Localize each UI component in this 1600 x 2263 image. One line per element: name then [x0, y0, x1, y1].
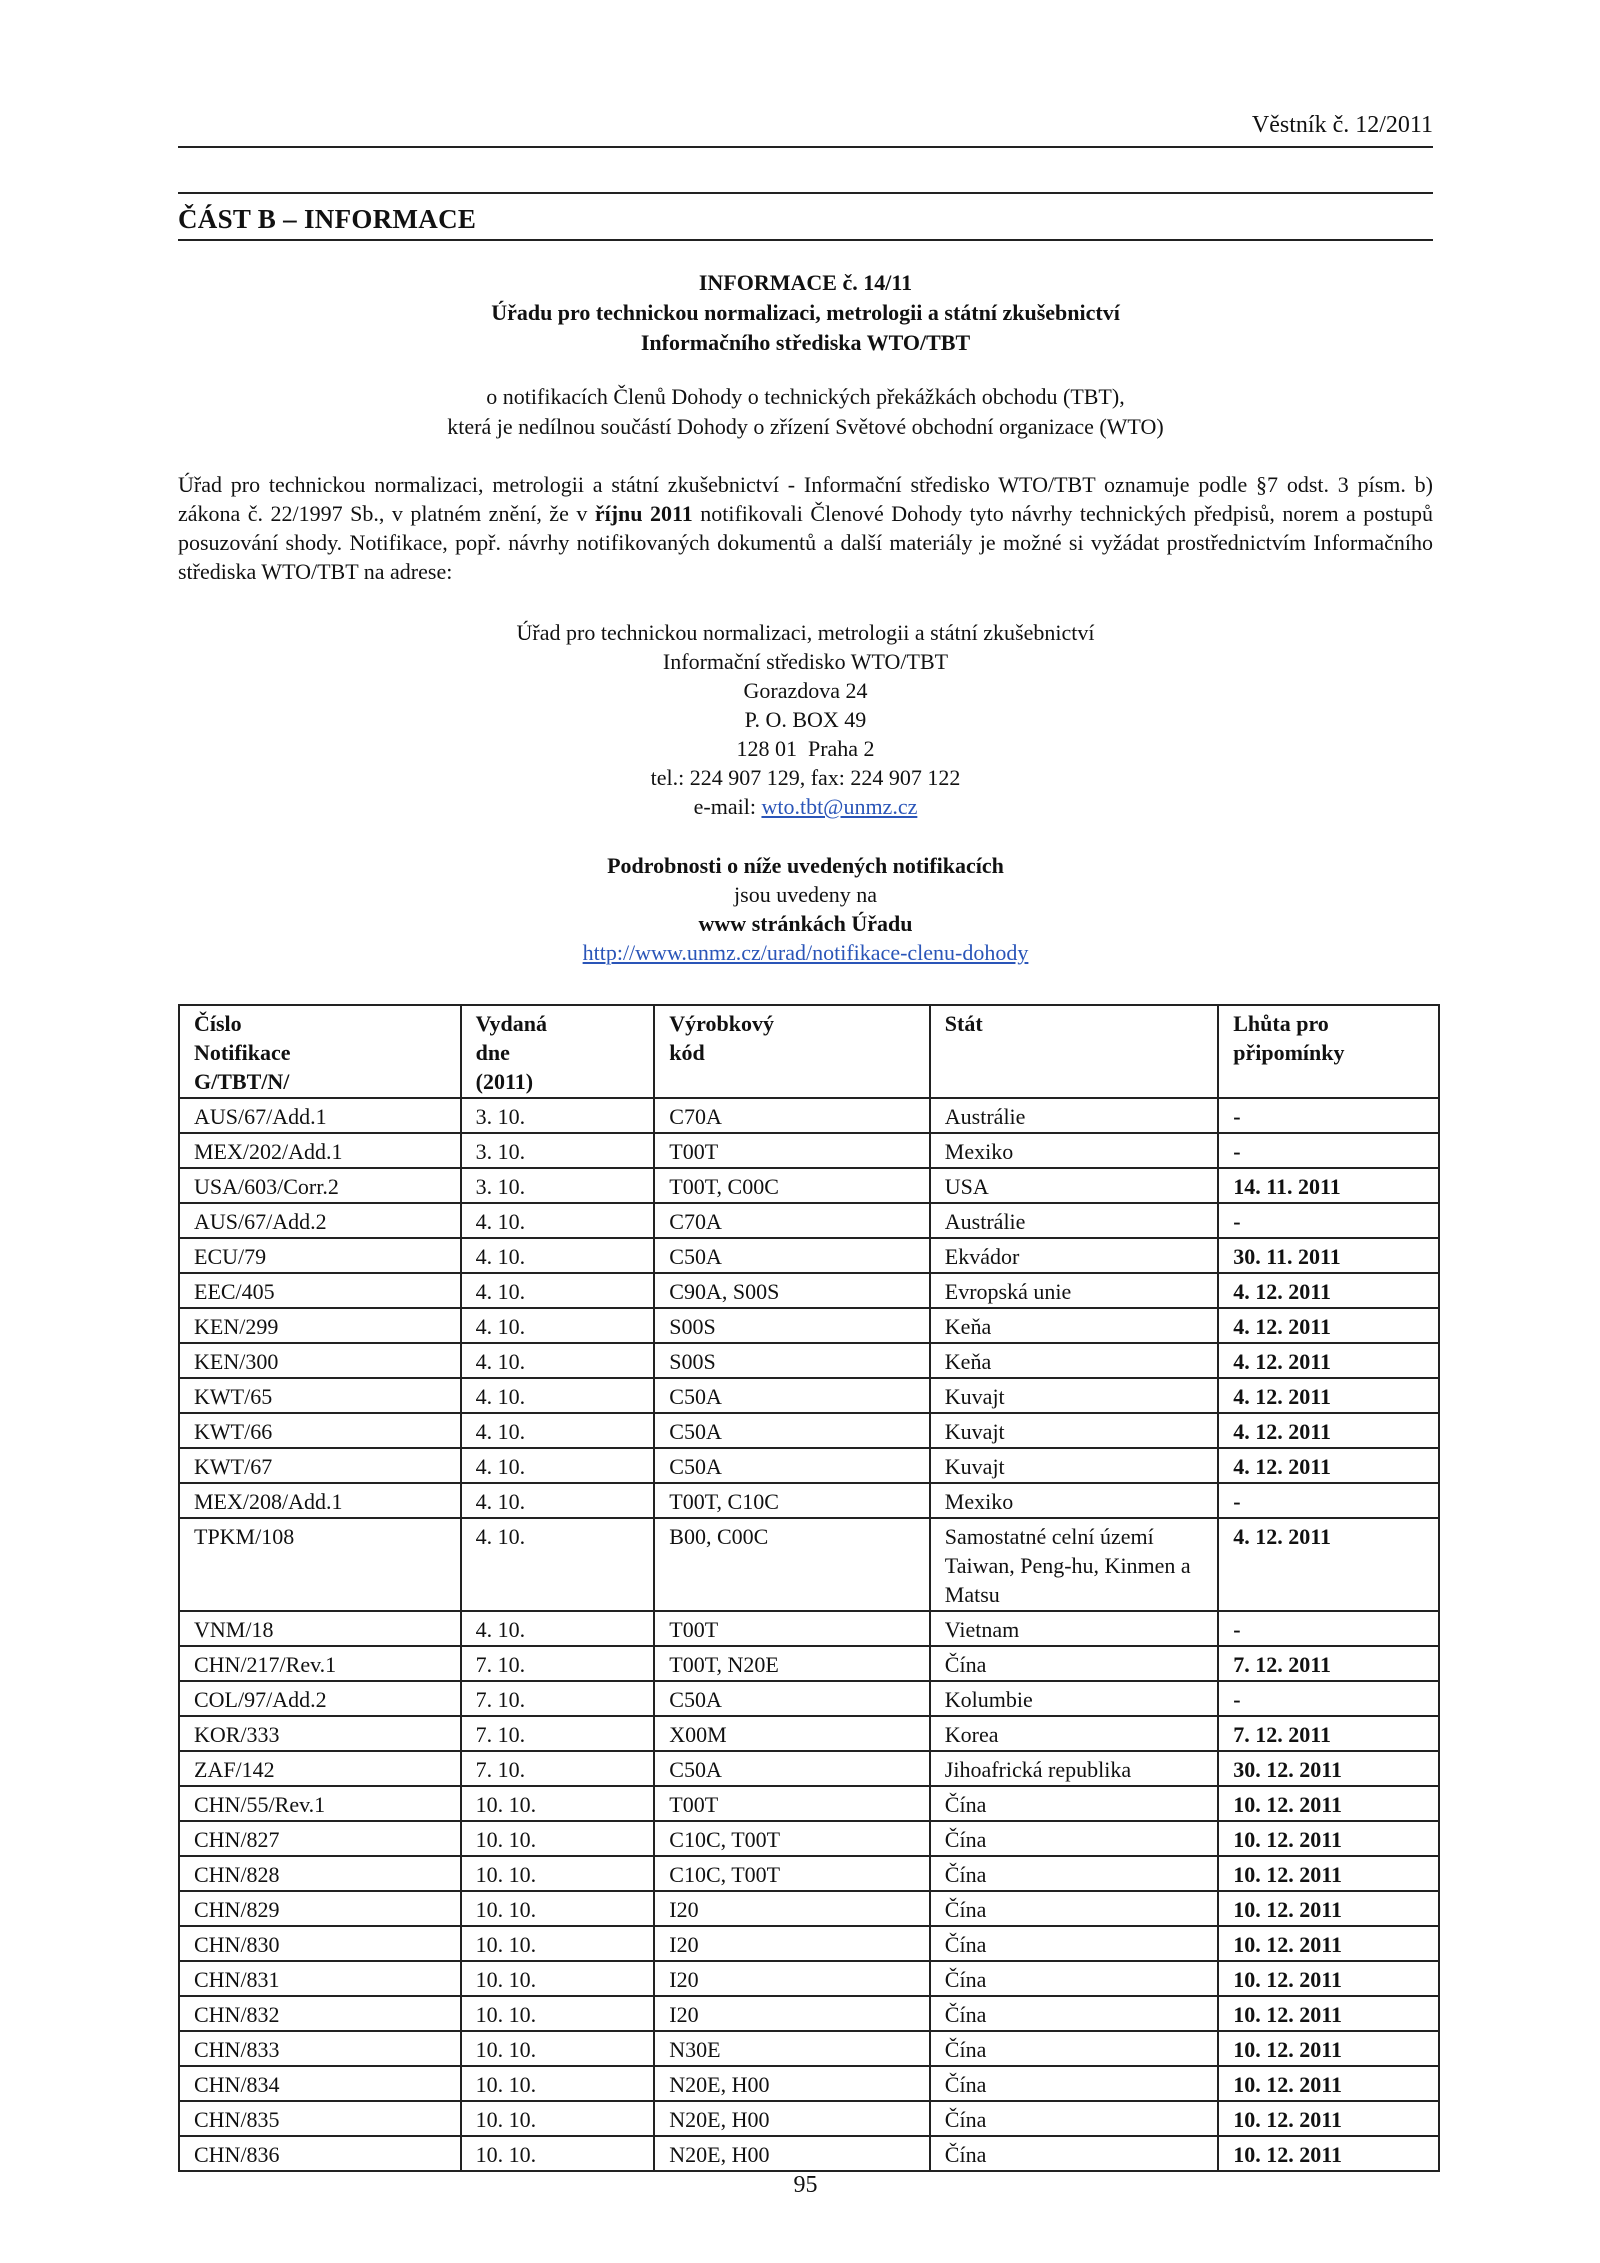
cell-number: KOR/333	[179, 1716, 461, 1751]
cell-state: Mexiko	[930, 1483, 1218, 1518]
header-number-line-2: Notifikace	[194, 1040, 291, 1065]
cell-number: CHN/832	[179, 1996, 461, 2031]
cell-deadline: 7. 12. 2011	[1218, 1646, 1439, 1681]
intro-line-2: která je nedílnou součástí Dohody o zřízení Světové obchodní organizace (WTO)	[447, 414, 1164, 439]
cell-state: Kolumbie	[930, 1681, 1218, 1716]
cell-number: CHN/217/Rev.1	[179, 1646, 461, 1681]
table-row	[179, 1891, 1439, 1926]
email-label: e-mail:	[693, 794, 762, 819]
cell-code: C50A	[654, 1751, 930, 1786]
cell-state: Austrálie	[930, 1203, 1218, 1238]
table-row	[179, 1308, 1439, 1343]
cell-deadline: 4. 12. 2011	[1218, 1343, 1439, 1378]
cell-state: Kuvajt	[930, 1413, 1218, 1448]
cell-deadline: 30. 11. 2011	[1218, 1238, 1439, 1273]
cell-code: N20E, H00	[654, 2101, 930, 2136]
table-row	[179, 1413, 1439, 1448]
cell-state: Čína	[930, 1786, 1218, 1821]
cell-number: CHN/836	[179, 2136, 461, 2171]
details-line-1: Podrobnosti o níže uvedených notifikacích	[607, 853, 1004, 878]
cell-deadline: 10. 12. 2011	[1218, 1891, 1439, 1926]
header-state-line-1: Stát	[944, 1011, 983, 1036]
table-body	[179, 1098, 1439, 2171]
cell-state: Čína	[930, 1926, 1218, 1961]
details-line-2: jsou uvedeny na	[734, 882, 877, 907]
cell-code: S00S	[654, 1308, 930, 1343]
details-block	[178, 851, 1433, 967]
table-row	[179, 1273, 1439, 1308]
cell-number: CHN/835	[179, 2101, 461, 2136]
cell-deadline: -	[1218, 1133, 1439, 1168]
cell-deadline: -	[1218, 1203, 1439, 1238]
cell-state: Čína	[930, 2136, 1218, 2171]
cell-state: Korea	[930, 1716, 1218, 1751]
details-line-3: www stránkách Úřadu	[698, 911, 913, 936]
header-rule	[178, 146, 1433, 148]
table-row	[179, 1343, 1439, 1378]
cell-code: I20	[654, 1891, 930, 1926]
table-row	[179, 1133, 1439, 1168]
title-line-1: INFORMACE č. 14/11	[698, 270, 913, 295]
details-url-link[interactable]: http://www.unmz.cz/urad/notifikace-clenu-dohody	[582, 940, 1029, 965]
cell-issued: 4. 10.	[461, 1308, 655, 1343]
cell-deadline: -	[1218, 1611, 1439, 1646]
cell-state: Austrálie	[930, 1098, 1218, 1133]
col-header-number	[179, 1005, 461, 1098]
table-row	[179, 1996, 1439, 2031]
cell-code: T00T	[654, 1611, 930, 1646]
cell-code: S00S	[654, 1343, 930, 1378]
table-row	[179, 1646, 1439, 1681]
cell-issued: 3. 10.	[461, 1133, 655, 1168]
cell-code: N20E, H00	[654, 2136, 930, 2171]
cell-deadline: 10. 12. 2011	[1218, 1786, 1439, 1821]
cell-number: USA/603/Corr.2	[179, 1168, 461, 1203]
cell-code: C50A	[654, 1378, 930, 1413]
address-email-line	[178, 792, 1433, 821]
table-row	[179, 2066, 1439, 2101]
header-number-line-1: Číslo	[194, 1011, 242, 1036]
cell-code: T00T, C10C	[654, 1483, 930, 1518]
cell-code: T00T	[654, 1133, 930, 1168]
cell-state: Keňa	[930, 1343, 1218, 1378]
cell-deadline: 10. 12. 2011	[1218, 1996, 1439, 2031]
address-line-3: Gorazdova 24	[743, 678, 868, 703]
cell-state: Jihoafrická republika	[930, 1751, 1218, 1786]
table-header-row	[179, 1005, 1439, 1098]
table-row	[179, 1518, 1439, 1611]
cell-issued: 4. 10.	[461, 1611, 655, 1646]
cell-state: USA	[930, 1168, 1218, 1203]
table-row	[179, 1716, 1439, 1751]
header-number-line-3: G/TBT/N/	[194, 1069, 290, 1094]
cell-state: Samostatné celní území Taiwan, Peng-hu, Kinmen a Matsu	[930, 1518, 1218, 1611]
cell-issued: 3. 10.	[461, 1168, 655, 1203]
address-line-1: Úřad pro technickou normalizaci, metrologii a státní zkušebnictví	[516, 620, 1095, 645]
cell-issued: 7. 10.	[461, 1751, 655, 1786]
title-line-3: Informačního střediska WTO/TBT	[640, 330, 971, 355]
cell-deadline: 10. 12. 2011	[1218, 1821, 1439, 1856]
cell-issued: 7. 10.	[461, 1716, 655, 1751]
journal-issue: Věstník č. 12/2011	[1251, 112, 1433, 138]
page-number: 95	[793, 2172, 818, 2198]
cell-issued: 4. 10.	[461, 1238, 655, 1273]
cell-code: I20	[654, 1961, 930, 1996]
cell-state: Čína	[930, 1856, 1218, 1891]
table-row	[179, 1098, 1439, 1133]
cell-issued: 7. 10.	[461, 1681, 655, 1716]
header-deadline-line-2: připomínky	[1233, 1040, 1345, 1065]
cell-number: COL/97/Add.2	[179, 1681, 461, 1716]
table-row	[179, 1751, 1439, 1786]
cell-number: CHN/55/Rev.1	[179, 1786, 461, 1821]
email-link[interactable]: wto.tbt@unmz.cz	[761, 794, 918, 819]
cell-deadline: 30. 12. 2011	[1218, 1751, 1439, 1786]
cell-state: Čína	[930, 1821, 1218, 1856]
cell-code: N30E	[654, 2031, 930, 2066]
address-line-4: P. O. BOX 49	[744, 707, 867, 732]
cell-deadline: 4. 12. 2011	[1218, 1518, 1439, 1611]
cell-deadline: -	[1218, 1483, 1439, 1518]
cell-issued: 10. 10.	[461, 1856, 655, 1891]
header-code-line-2: kód	[669, 1040, 705, 1065]
cell-state: Kuvajt	[930, 1448, 1218, 1483]
cell-state: Evropská unie	[930, 1273, 1218, 1308]
cell-code: C70A	[654, 1203, 930, 1238]
announcement-paragraph	[178, 470, 1433, 586]
cell-code: C50A	[654, 1681, 930, 1716]
paragraph-text-1: Úřad pro technickou normalizaci, metrologii a státní zkušebnictví - Informační středisko WTO/TBT oznamuje podle §7 odst. 3 písm. b) zákona č. 22/1997 Sb., v platném znění, že v	[178, 472, 1433, 526]
cell-code: C10C, T00T	[654, 1821, 930, 1856]
cell-number: KWT/65	[179, 1378, 461, 1413]
cell-deadline: 10. 12. 2011	[1218, 1926, 1439, 1961]
section-title: ČÁST B – INFORMACE	[178, 204, 477, 234]
cell-code: T00T	[654, 1786, 930, 1821]
paragraph-month: říjnu 2011	[594, 501, 693, 526]
cell-state: Ekvádor	[930, 1238, 1218, 1273]
cell-deadline: 10. 12. 2011	[1218, 2101, 1439, 2136]
address-line-2: Informační středisko WTO/TBT	[662, 649, 949, 674]
cell-number: EEC/405	[179, 1273, 461, 1308]
cell-issued: 10. 10.	[461, 1786, 655, 1821]
cell-number: CHN/831	[179, 1961, 461, 1996]
cell-number: MEX/202/Add.1	[179, 1133, 461, 1168]
table-row	[179, 1448, 1439, 1483]
cell-number: TPKM/108	[179, 1518, 461, 1611]
table-row	[179, 1786, 1439, 1821]
col-header-state	[930, 1005, 1218, 1098]
cell-number: KEN/299	[179, 1308, 461, 1343]
header-issued-line-1: Vydaná	[475, 1011, 547, 1036]
section-rule-top	[178, 192, 1433, 194]
cell-number: CHN/833	[179, 2031, 461, 2066]
table-row	[179, 2031, 1439, 2066]
cell-code: C10C, T00T	[654, 1856, 930, 1891]
cell-number: CHN/828	[179, 1856, 461, 1891]
cell-deadline: 4. 12. 2011	[1218, 1413, 1439, 1448]
cell-number: CHN/827	[179, 1821, 461, 1856]
cell-state: Čína	[930, 2031, 1218, 2066]
cell-number: ECU/79	[179, 1238, 461, 1273]
cell-number: KEN/300	[179, 1343, 461, 1378]
cell-state: Čína	[930, 2101, 1218, 2136]
cell-code: C50A	[654, 1413, 930, 1448]
header-issued-line-2: dne	[475, 1040, 510, 1065]
cell-deadline: 10. 12. 2011	[1218, 2136, 1439, 2171]
cell-code: T00T, N20E	[654, 1646, 930, 1681]
cell-state: Čína	[930, 1891, 1218, 1926]
cell-issued: 10. 10.	[461, 2101, 655, 2136]
cell-deadline: 4. 12. 2011	[1218, 1308, 1439, 1343]
cell-state: Mexiko	[930, 1133, 1218, 1168]
col-header-issued	[461, 1005, 655, 1098]
cell-code: B00, C00C	[654, 1518, 930, 1611]
header-code-line-1: Výrobkový	[669, 1011, 775, 1036]
cell-issued: 4. 10.	[461, 1413, 655, 1448]
cell-code: X00M	[654, 1716, 930, 1751]
cell-number: CHN/829	[179, 1891, 461, 1926]
cell-issued: 10. 10.	[461, 2031, 655, 2066]
document-title	[178, 268, 1433, 358]
cell-number: KWT/66	[179, 1413, 461, 1448]
cell-issued: 4. 10.	[461, 1273, 655, 1308]
cell-deadline: -	[1218, 1098, 1439, 1133]
table-row	[179, 1821, 1439, 1856]
cell-code: C50A	[654, 1448, 930, 1483]
table-row	[179, 1856, 1439, 1891]
cell-issued: 10. 10.	[461, 1891, 655, 1926]
cell-number: ZAF/142	[179, 1751, 461, 1786]
cell-state: Čína	[930, 1996, 1218, 2031]
cell-issued: 4. 10.	[461, 1518, 655, 1611]
cell-state: Kuvajt	[930, 1378, 1218, 1413]
header-deadline-line-1: Lhůta pro	[1233, 1011, 1329, 1036]
table-row	[179, 1961, 1439, 1996]
cell-issued: 10. 10.	[461, 2066, 655, 2101]
cell-state: Čína	[930, 2066, 1218, 2101]
col-header-code	[654, 1005, 930, 1098]
title-line-2: Úřadu pro technickou normalizaci, metrologii a státní zkušebnictví	[491, 300, 1120, 325]
cell-deadline: 10. 12. 2011	[1218, 2031, 1439, 2066]
cell-deadline: 4. 12. 2011	[1218, 1273, 1439, 1308]
table-row	[179, 1926, 1439, 1961]
cell-deadline: 10. 12. 2011	[1218, 1856, 1439, 1891]
table-row	[179, 1203, 1439, 1238]
cell-issued: 4. 10.	[461, 1448, 655, 1483]
cell-issued: 10. 10.	[461, 1961, 655, 1996]
cell-issued: 10. 10.	[461, 1996, 655, 2031]
cell-issued: 3. 10.	[461, 1098, 655, 1133]
cell-code: C70A	[654, 1098, 930, 1133]
cell-number: AUS/67/Add.2	[179, 1203, 461, 1238]
section-rule-bottom	[178, 239, 1433, 241]
cell-number: VNM/18	[179, 1611, 461, 1646]
cell-issued: 7. 10.	[461, 1646, 655, 1681]
cell-code: C50A	[654, 1238, 930, 1273]
intro-text	[178, 382, 1433, 442]
table-row	[179, 1168, 1439, 1203]
cell-deadline: 4. 12. 2011	[1218, 1378, 1439, 1413]
cell-deadline: 10. 12. 2011	[1218, 1961, 1439, 1996]
cell-number: AUS/67/Add.1	[179, 1098, 461, 1133]
cell-code: T00T, C00C	[654, 1168, 930, 1203]
intro-line-1: o notifikacích Členů Dohody o technických překážkách obchodu (TBT),	[486, 384, 1125, 409]
cell-number: KWT/67	[179, 1448, 461, 1483]
address-block	[178, 618, 1433, 821]
cell-code: I20	[654, 1996, 930, 2031]
cell-deadline: 10. 12. 2011	[1218, 2066, 1439, 2101]
paragraph-text-2: notifikovali Členové Dohody tyto návrhy technických předpisů, norem a postupů posuzování shody. Notifikace, popř. návrhy notifikovaných dokumentů a další materiály je možné si vyžádat prostřednictvím Informačního střediska WTO/TBT na adrese:	[178, 501, 1433, 584]
notifications-table	[178, 1004, 1440, 2172]
cell-number: MEX/208/Add.1	[179, 1483, 461, 1518]
cell-issued: 10. 10.	[461, 1926, 655, 1961]
cell-deadline: -	[1218, 1681, 1439, 1716]
cell-deadline: 7. 12. 2011	[1218, 1716, 1439, 1751]
address-line-5: 128 01 Praha 2	[736, 736, 875, 761]
table-row	[179, 2136, 1439, 2171]
cell-issued: 4. 10.	[461, 1343, 655, 1378]
cell-issued: 10. 10.	[461, 2136, 655, 2171]
table-row	[179, 1611, 1439, 1646]
header-issued-line-3: (2011)	[475, 1069, 534, 1094]
cell-state: Čína	[930, 1646, 1218, 1681]
cell-state: Vietnam	[930, 1611, 1218, 1646]
cell-issued: 4. 10.	[461, 1203, 655, 1238]
table-row	[179, 1238, 1439, 1273]
cell-issued: 4. 10.	[461, 1483, 655, 1518]
cell-deadline: 14. 11. 2011	[1218, 1168, 1439, 1203]
cell-number: CHN/834	[179, 2066, 461, 2101]
cell-code: N20E, H00	[654, 2066, 930, 2101]
cell-issued: 4. 10.	[461, 1378, 655, 1413]
table-row	[179, 2101, 1439, 2136]
cell-code: I20	[654, 1926, 930, 1961]
col-header-deadline	[1218, 1005, 1439, 1098]
cell-state: Čína	[930, 1961, 1218, 1996]
table-row	[179, 1483, 1439, 1518]
cell-code: C90A, S00S	[654, 1273, 930, 1308]
address-line-6: tel.: 224 907 129, fax: 224 907 122	[650, 765, 961, 790]
cell-issued: 10. 10.	[461, 1821, 655, 1856]
cell-state: Keňa	[930, 1308, 1218, 1343]
table-row	[179, 1681, 1439, 1716]
cell-number: CHN/830	[179, 1926, 461, 1961]
cell-deadline: 4. 12. 2011	[1218, 1448, 1439, 1483]
table-row	[179, 1378, 1439, 1413]
